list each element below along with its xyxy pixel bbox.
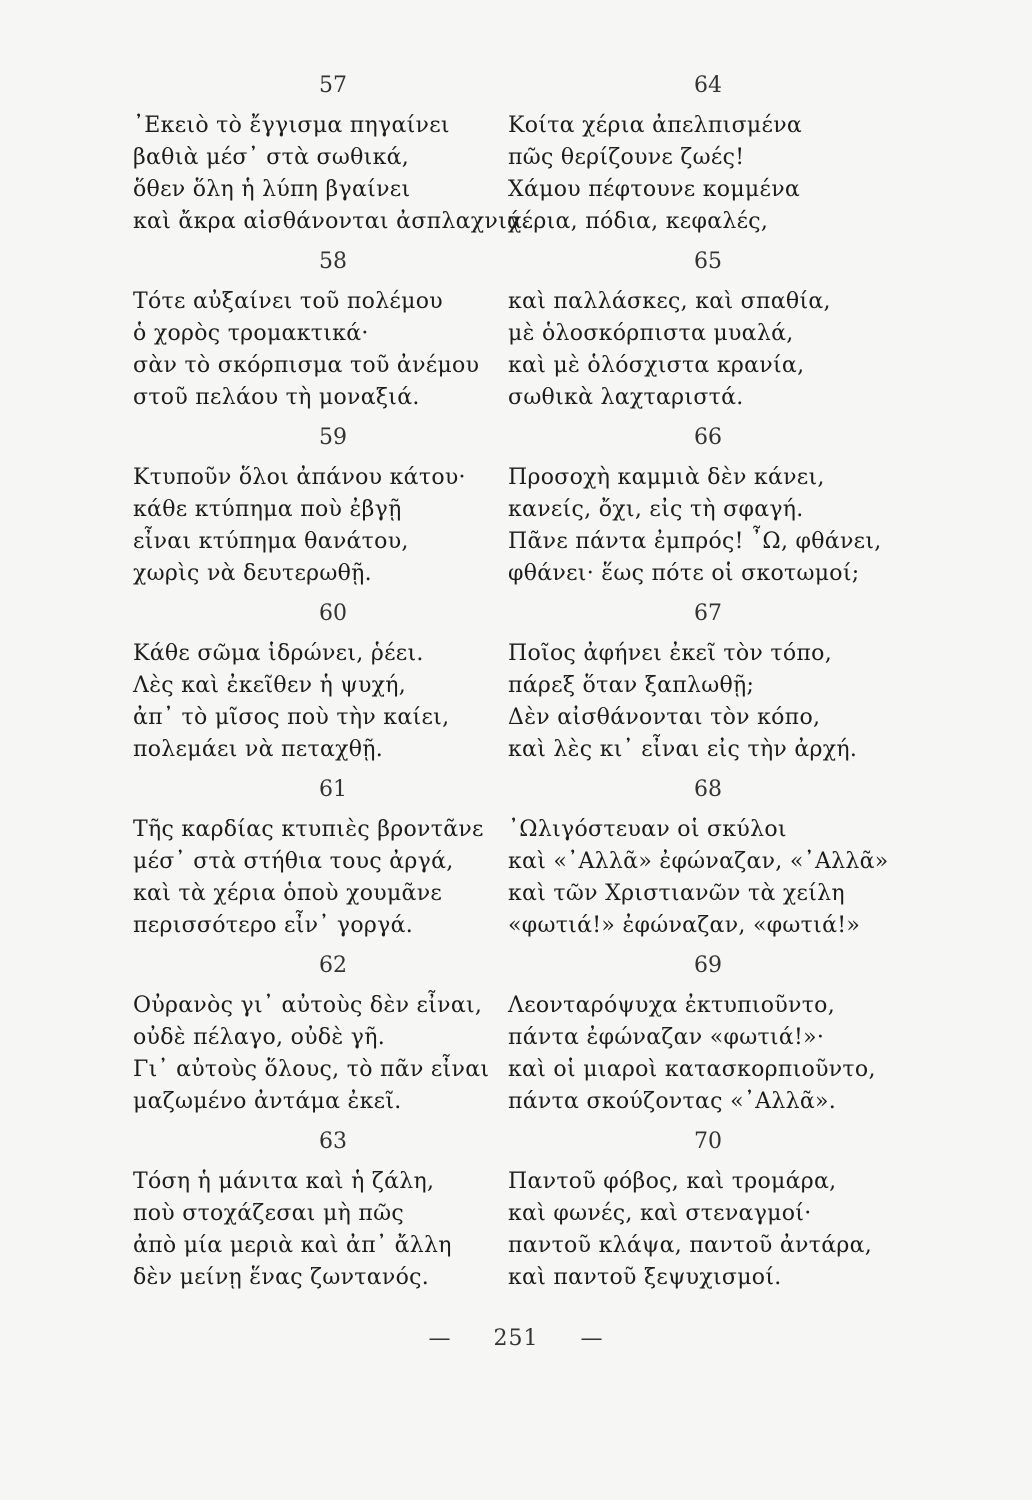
verse-line: Λὲς καὶ ἐκεῖθεν ἡ ψυχή, <box>133 673 407 698</box>
verse-line: πάρεξ ὅταν ξαπλωθῇ; <box>508 673 755 698</box>
stanza-number: 70 <box>694 1129 722 1154</box>
verse-line: πῶς θερίζουνε ζωές! <box>508 145 745 170</box>
stanza-number: 66 <box>694 425 722 450</box>
verse-line: πολεμάει νὰ πεταχθῇ. <box>133 737 384 762</box>
stanza-number: 67 <box>694 601 722 626</box>
verse-line: ποὺ στοχάζεσαι μὴ πῶς <box>133 1201 404 1226</box>
stanza <box>508 246 908 422</box>
verse-line: οὐδὲ πέλαγο, οὐδὲ γῆ. <box>133 1025 385 1050</box>
verse-line: δὲν μείνῃ ἕνας ζωντανός. <box>133 1265 430 1290</box>
stanza-number: 60 <box>319 601 347 626</box>
stanza-number: 64 <box>694 73 722 98</box>
verse-line: πάντα σκούζοντας «᾿Αλλᾶ». <box>508 1089 837 1114</box>
verse-line: ὁ χορὸς τρομακτικά· <box>133 321 369 346</box>
stanza <box>133 1126 533 1294</box>
verse-line: Τῆς καρδίας κτυπιὲς βροντᾶνε <box>133 817 484 842</box>
verse-line: καὶ τὰ χέρια ὁποὺ χουμᾶνε <box>133 881 443 906</box>
verse-line: κάθε κτύπημα ποὺ ἐβγῇ <box>133 497 402 522</box>
verse-line: Δὲν αἰσθάνονται τὸν κόπο, <box>508 705 821 730</box>
verse-line: καὶ οἱ μιαροὶ κατασκορπιοῦντο, <box>508 1057 876 1082</box>
verse-line: στοῦ πελάου τὴ μοναξιά. <box>133 385 420 410</box>
stanza <box>133 774 533 950</box>
verse-line: καὶ ἄκρα αἰσθάνονται ἀσπλαχνιά. <box>133 209 530 234</box>
verse-line: Κοίτα χέρια ἀπελπισμένα <box>508 113 803 138</box>
verse-line: μὲ ὁλοσκόρπιστα μυαλά, <box>508 321 794 346</box>
verse-line: Γι᾿ αὐτοὺς ὅλους, τὸ πᾶν εἶναι <box>133 1057 490 1082</box>
verse-line: παντοῦ κλάψα, παντοῦ ἀντάρα, <box>508 1233 873 1258</box>
verse-line: καὶ λὲς κι᾿ εἶναι εἰς τὴν ἀρχή. <box>508 737 858 762</box>
verse-line: σωθικὰ λαχταριστά. <box>508 385 744 410</box>
verse-line: καὶ φωνές, καὶ στεναγμοί· <box>508 1201 812 1226</box>
stanza <box>508 70 908 246</box>
verse-line: μέσ᾿ στὰ στήθια τους ἀργά, <box>133 849 454 874</box>
verse-line: σὰν τὸ σκόρπισμα τοῦ ἀνέμου <box>133 353 480 378</box>
verse-line: βαθιὰ μέσ᾿ στὰ σωθικά, <box>133 145 410 170</box>
verse-line: ἀπ᾿ τὸ μῖσος ποὺ τὴν καίει, <box>133 705 450 730</box>
stanza-number: 58 <box>319 249 347 274</box>
verse-line: καὶ παλλάσκες, καὶ σπαθία, <box>508 289 831 314</box>
stanza-number: 65 <box>694 249 722 274</box>
stanza-number: 59 <box>319 425 347 450</box>
left-column <box>133 70 533 1294</box>
footer-dash-right: — <box>580 1326 604 1351</box>
stanza-number: 57 <box>319 73 347 98</box>
stanza-number: 61 <box>319 777 347 802</box>
verse-line: ᾿Ωλιγόστευαν οἱ σκύλοι <box>508 817 787 842</box>
verse-line: φθάνει· ἕως πότε οἱ σκοτωμοί; <box>508 561 860 586</box>
verse-line: ἀπὸ μία μεριὰ καὶ ἀπ᾿ ἄλλη <box>133 1233 452 1258</box>
page-number: 251 <box>493 1326 539 1351</box>
verse-line: καὶ «᾿Αλλᾶ» ἐφώναζαν, «᾿Αλλᾶ» <box>508 849 889 874</box>
page-footer <box>0 1326 1032 1351</box>
verse-line: ὅθεν ὅλη ἡ λύπη βγαίνει <box>133 177 411 202</box>
stanza <box>508 950 908 1126</box>
stanza <box>133 950 533 1126</box>
verse-line: Τότε αὐξαίνει τοῦ πολέμου <box>133 289 443 314</box>
verse-line: Ποῖος ἀφήνει ἐκεῖ τὸν τόπο, <box>508 641 833 666</box>
verse-line: Πᾶνε πάντα ἐμπρός! ῏Ω, φθάνει, <box>508 529 882 554</box>
stanza <box>133 246 533 422</box>
footer-dash-left: — <box>428 1326 452 1351</box>
stanza <box>508 598 908 774</box>
verse-line: Κτυποῦν ὅλοι ἀπάνου κάτου· <box>133 465 466 490</box>
verse-line: καὶ μὲ ὁλόσχιστα κρανία, <box>508 353 805 378</box>
verse-line: Χάμου πέφτουνε κομμένα <box>508 177 801 202</box>
stanza <box>508 1126 908 1294</box>
verse-line: περισσότερο εἶν᾿ γοργά. <box>133 913 414 938</box>
stanza <box>508 422 908 598</box>
stanza-number: 63 <box>319 1129 347 1154</box>
verse-line: καὶ τῶν Χριστιανῶν τὰ χείλη <box>508 881 845 906</box>
verse-line: Λεονταρόψυχα ἐκτυπιοῦντο, <box>508 993 836 1018</box>
verse-line: μαζωμένο ἀντάμα ἐκεῖ. <box>133 1089 402 1114</box>
verse-line: Τόση ἡ μάνιτα καὶ ἡ ζάλη, <box>133 1169 435 1194</box>
verse-line: Οὐρανὸς γι᾿ αὐτοὺς δὲν εἶναι, <box>133 993 483 1018</box>
verse-line: εἶναι κτύπημα θανάτου, <box>133 529 409 554</box>
verse-line: καὶ παντοῦ ξεψυχισμοί. <box>508 1265 782 1290</box>
stanza <box>133 598 533 774</box>
verse-line: κανείς, ὄχι, εἰς τὴ σφαγή. <box>508 497 804 522</box>
verse-line: «φωτιά!» ἐφώναζαν, «φωτιά!» <box>508 913 861 938</box>
verse-line: Παντοῦ φόβος, καὶ τρομάρα, <box>508 1169 837 1194</box>
stanza <box>508 774 908 950</box>
verse-line: χέρια, πόδια, κεφαλές, <box>508 209 769 234</box>
verse-line: Κάθε σῶμα ἱδρώνει, ῥέει. <box>133 641 424 666</box>
stanza-number: 62 <box>319 953 347 978</box>
stanza-number: 69 <box>694 953 722 978</box>
verse-line: χωρὶς νὰ δευτερωθῇ. <box>133 561 372 586</box>
right-column <box>508 70 908 1294</box>
stanza <box>133 70 533 246</box>
verse-line: πάντα ἐφώναζαν «φωτιά!»· <box>508 1025 825 1050</box>
stanza-number: 68 <box>694 777 722 802</box>
stanza <box>133 422 533 598</box>
verse-line: Προσοχὴ καμμιὰ δὲν κάνει, <box>508 465 825 490</box>
verse-line: ᾿Εκειὸ τὸ ἔγγισμα πηγαίνει <box>133 113 450 138</box>
